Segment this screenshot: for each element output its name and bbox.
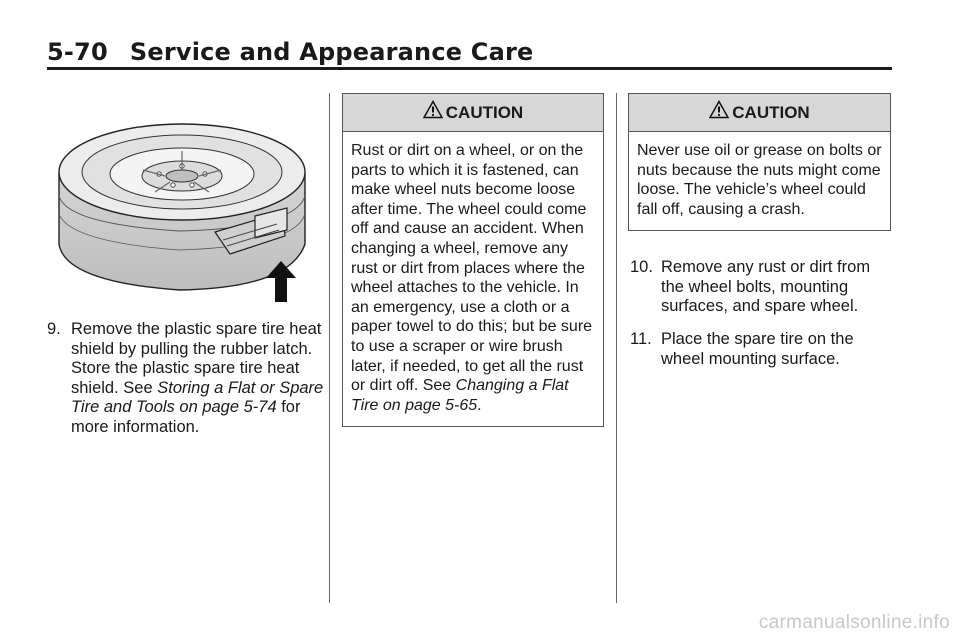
step-number: 10. [630, 258, 653, 276]
caution-body [629, 132, 890, 230]
step-10 [630, 258, 889, 317]
caution-box-2 [628, 93, 891, 231]
warning-triangle-icon [709, 100, 729, 119]
section-title: Service and Appearance Care [129, 38, 534, 66]
step-11 [630, 330, 889, 369]
caution-text: Rust or dirt on a wheel, or on the parts to which it is fastened, can make wheel nuts become loose after time. The wheel could come off and cause an accident. When changing a wheel, remove any rust or dirt from places where the wheel attaches to the vehicle. In an emergency, use a cloth or a paper towel to do this; but be sure to use a scraper or wire brush later, if needed, to get all the rust or dirt off. See [351, 142, 593, 395]
caution-body [343, 132, 603, 426]
caution-box-1 [342, 93, 604, 427]
spare-tire-illustration [55, 104, 313, 304]
caution-title: CAUTION [445, 102, 524, 122]
cross-reference-link[interactable]: Changing a Flat Tire on page 5-65 [351, 377, 569, 414]
header-rule [47, 67, 892, 70]
caution-text-tail: . [477, 396, 482, 414]
caution-text: Never use oil or grease on bolts or nuts because the nuts might come loose. The vehicle’s wheel could fall off, causing a crash. [637, 142, 882, 218]
caution-header [343, 94, 603, 132]
step-number: 11. [630, 330, 652, 348]
cross-reference-link[interactable]: Storing a Flat or Spare Tire and Tools on page 5-74 [71, 378, 324, 416]
warning-triangle-icon [423, 100, 443, 119]
up-arrow-icon [265, 259, 297, 304]
caution-header [629, 94, 890, 132]
step-9 [47, 320, 336, 437]
step-text-tail: for more information. [71, 398, 301, 436]
step-number: 9. [47, 320, 61, 338]
page-header [47, 38, 534, 66]
watermark: carmanualsonline.info [758, 612, 950, 633]
column-divider-right [616, 93, 617, 603]
caution-title: CAUTION [732, 102, 810, 122]
step-text: Remove any rust or dirt from the wheel bolts, mounting surfaces, and spare wheel. [661, 258, 871, 315]
step-text: Remove the plastic spare tire heat shield by pulling the rubber latch. Store the plastic spare tire heat shield. See [71, 320, 322, 397]
step-text: Place the spare tire on the wheel mounting surface. [661, 330, 854, 368]
page-number: 5-70 [47, 38, 108, 66]
